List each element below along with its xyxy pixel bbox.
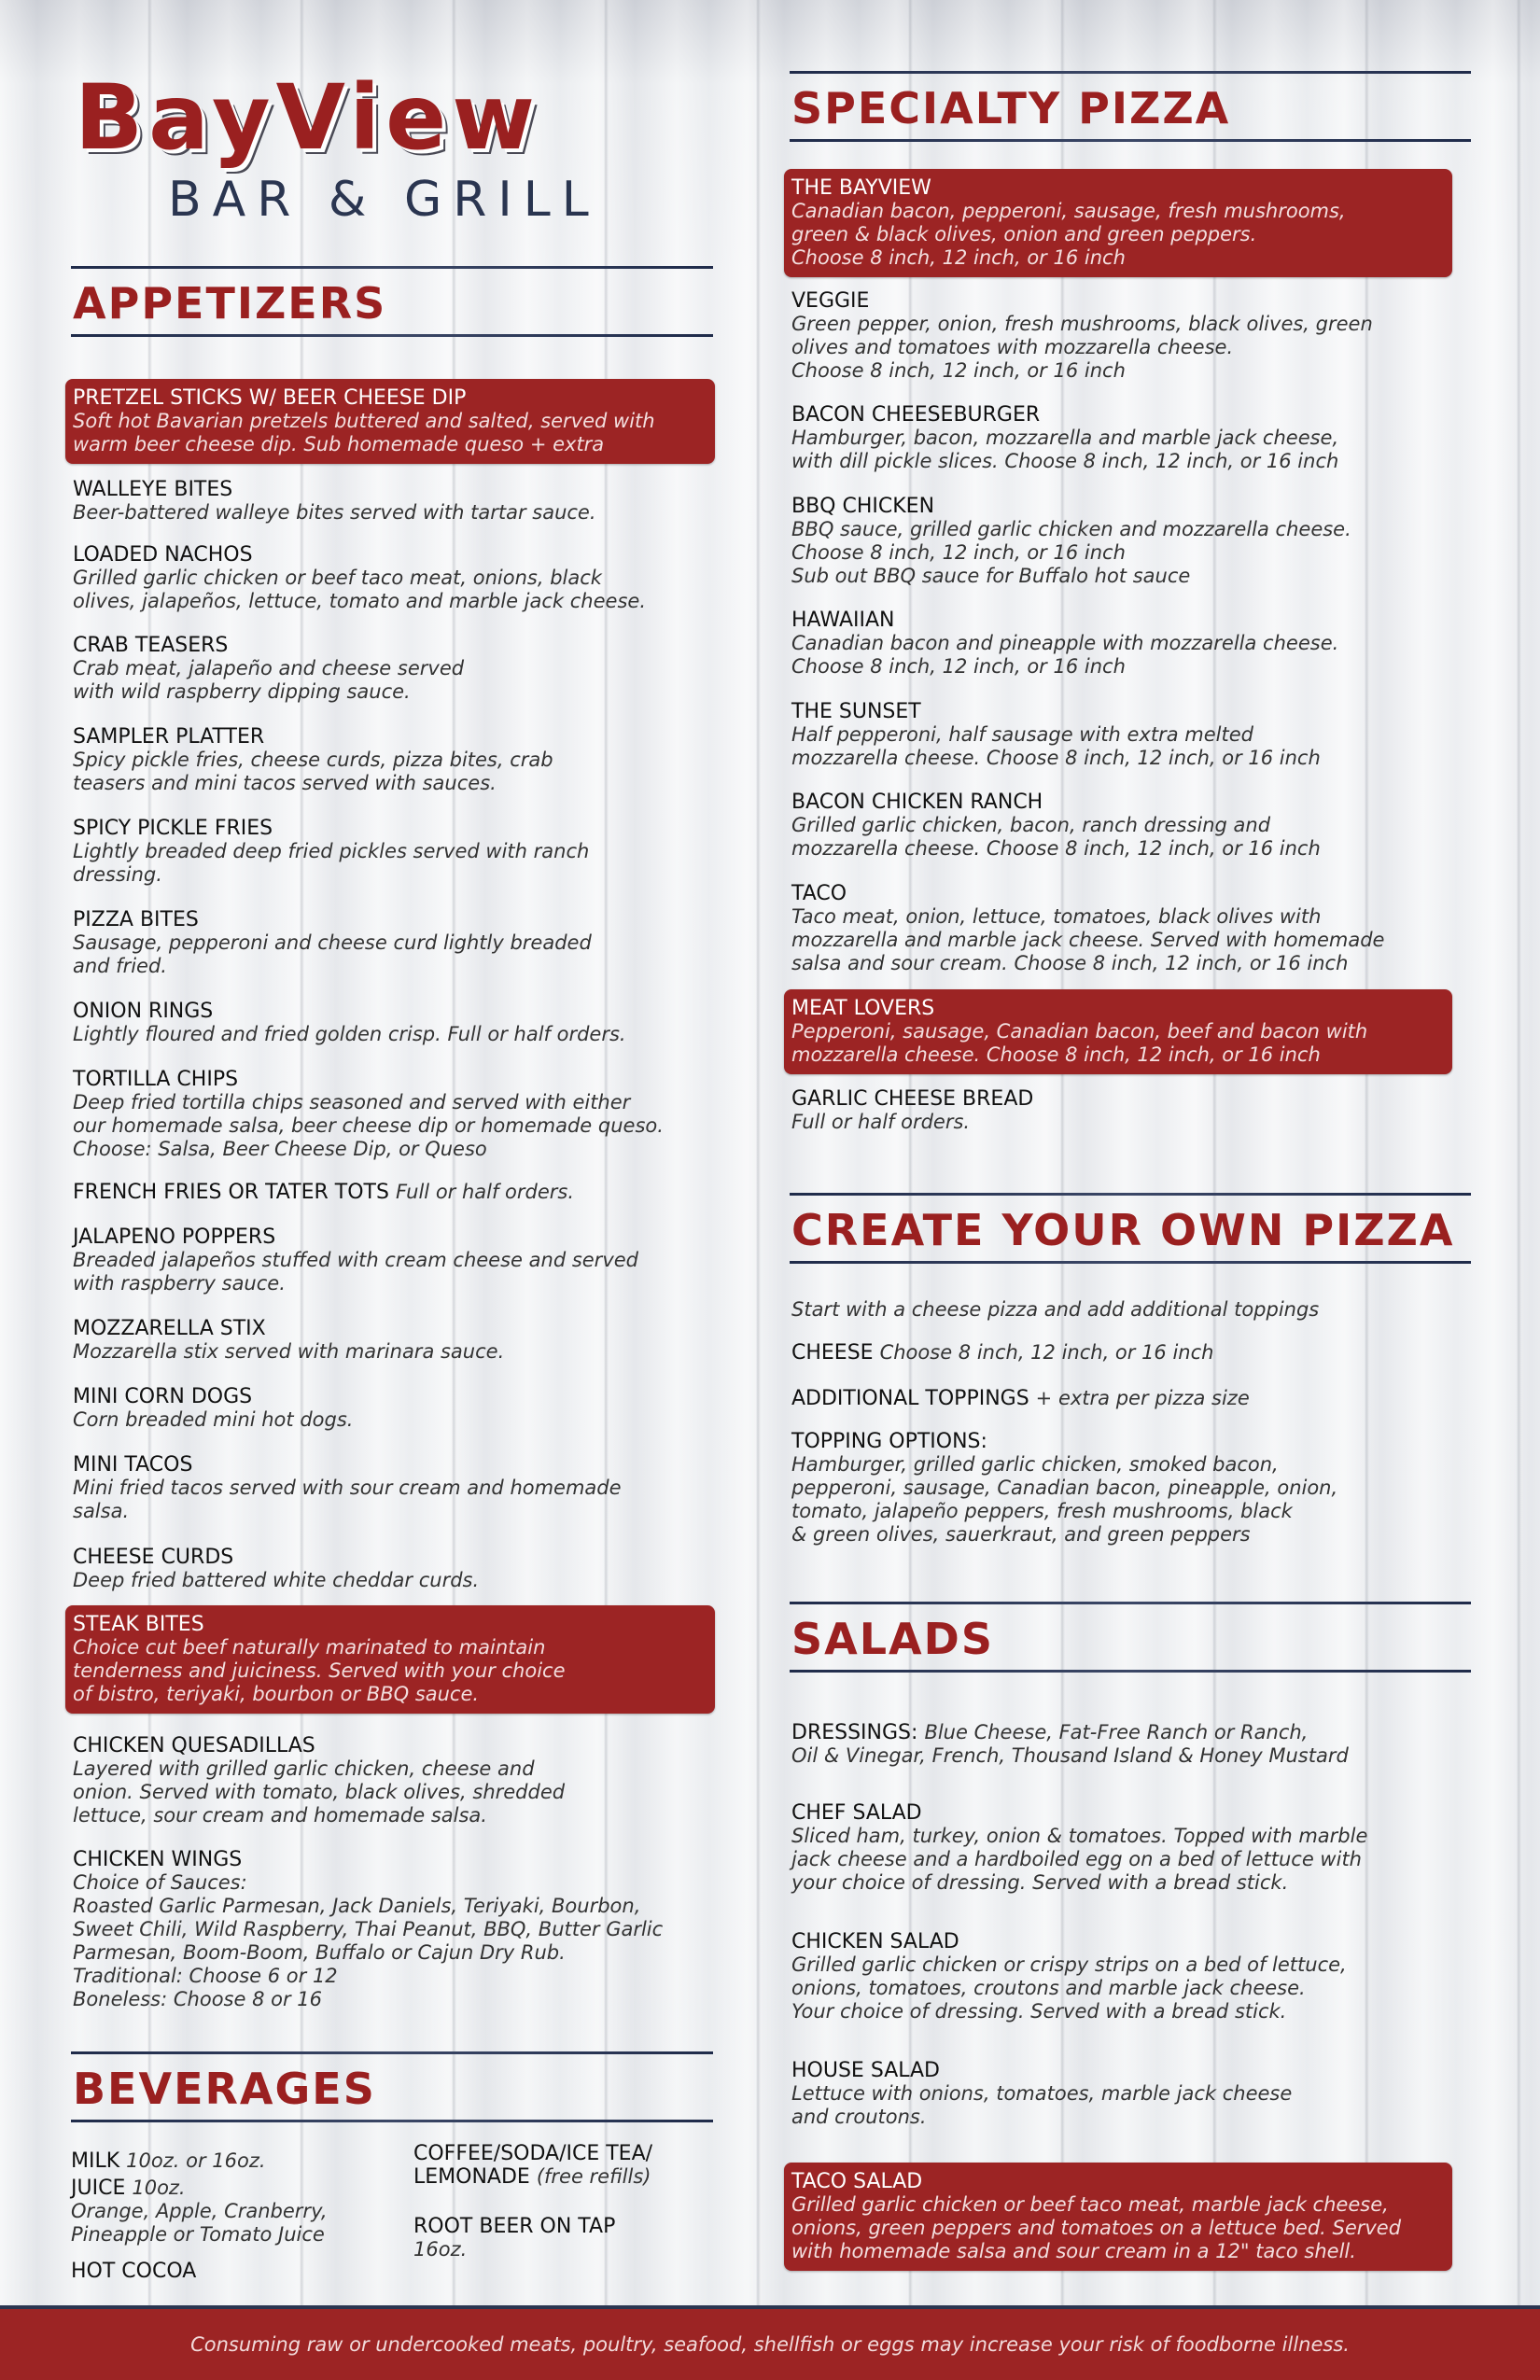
item-name xyxy=(791,2059,1445,2082)
item-name-text: LOADED NACHOS xyxy=(73,543,253,567)
item-name-text: COFFEE/SODA/ICE TEA/ xyxy=(413,2142,653,2165)
item-desc-line: Crab meat, jalapeño and cheese served xyxy=(73,657,465,679)
item-name xyxy=(73,1000,707,1023)
item-desc-line: Choice of Sauces: xyxy=(73,1871,247,1894)
item-name xyxy=(71,2260,370,2283)
footer-disclaimer xyxy=(0,2305,1540,2380)
item-desc-line: Oil & Vinegar, French, Thousand Island & Honey Mustard xyxy=(791,1744,1349,1767)
menu-item xyxy=(73,1453,707,1523)
section-rule-bottom xyxy=(71,2120,713,2122)
item-name-text: WALLEYE BITES xyxy=(73,478,233,501)
item-desc-line: Sausage, pepperoni and cheese curd lightly breaded xyxy=(73,931,592,954)
menu-item xyxy=(73,1225,707,1295)
item-desc-line: Layered with grilled garlic chicken, cheese and xyxy=(73,1757,535,1780)
item-name-text: STEAK BITES xyxy=(73,1613,204,1636)
item-desc-line: with homemade salsa and sour cream in a 12" taco shell. xyxy=(791,2240,1356,2262)
item-inline-note: + extra per pizza size xyxy=(1035,1387,1250,1409)
menu-item xyxy=(71,2177,370,2247)
item-name-text: MINI CORN DOGS xyxy=(73,1385,253,1408)
item-desc-line: Sub out BBQ sauce for Buffalo hot sauce xyxy=(791,565,1191,587)
section-title: CREATE YOUR OWN PIZZA xyxy=(791,1205,1455,1255)
menu-item xyxy=(73,543,707,613)
item-desc-line: Lettuce with onions, tomatoes, marble jack cheese xyxy=(791,2082,1293,2105)
item-name-text: SAMPLER PLATTER xyxy=(73,725,265,749)
item-name-text: ONION RINGS xyxy=(73,1000,214,1023)
item-name xyxy=(73,634,707,657)
menu-item xyxy=(791,289,1445,383)
menu-item xyxy=(791,1341,1445,1365)
brand-name: BayView xyxy=(75,65,540,170)
item-desc-line: Grilled garlic chicken, bacon, ranch dressing and xyxy=(791,814,1271,836)
item-desc-line: Spicy pickle fries, cheese curds, pizza bites, crab xyxy=(73,749,553,771)
menu-item xyxy=(413,2215,721,2261)
item-desc-line: Mini fried tacos served with sour cream and homemade xyxy=(73,1477,622,1499)
section-header-salads xyxy=(790,1602,1471,1673)
item-name-text: TORTILLA CHIPS xyxy=(73,1068,239,1091)
menu-item xyxy=(73,1848,707,2011)
item-name xyxy=(73,1225,707,1249)
item-name xyxy=(791,495,1445,518)
item-name xyxy=(791,1930,1445,1953)
item-name xyxy=(73,478,707,501)
item-name xyxy=(791,289,1445,313)
item-desc-line: and croutons. xyxy=(791,2106,927,2128)
menu-item xyxy=(73,908,707,978)
item-desc-line: Choose 8 inch, 12 inch, or 16 inch xyxy=(791,655,1126,678)
item-desc-line: Lightly floured and fried golden crisp. Full or half orders. xyxy=(73,1023,626,1045)
item-name-text: TACO SALAD xyxy=(791,2170,923,2193)
menu-item xyxy=(791,700,1445,770)
item-name xyxy=(791,1801,1445,1825)
item-name xyxy=(73,817,707,840)
item-inline-note: Blue Cheese, Fat-Free Ranch or Ranch, xyxy=(924,1721,1309,1743)
section-rule-bottom xyxy=(790,1670,1471,1673)
item-desc-line: Hamburger, grilled garlic chicken, smoked bacon, xyxy=(791,1453,1279,1476)
item-desc-line: Deep fried battered white cheddar curds. xyxy=(73,1569,480,1591)
item-name-text: FRENCH FRIES OR TATER TOTS xyxy=(73,1181,389,1204)
item-desc-line: your choice of dressing. Served with a bread stick. xyxy=(791,1871,1289,1894)
item-desc-line: Choose 8 inch, 12 inch, or 16 inch xyxy=(791,246,1126,269)
item-name xyxy=(73,1848,707,1871)
item-name xyxy=(73,1546,707,1569)
item-desc-line: jack cheese and a hardboiled egg on a bed of lettuce with xyxy=(791,1848,1362,1870)
item-desc-line: & green olives, sauerkraut, and green peppers xyxy=(791,1523,1251,1546)
section-header-beverages xyxy=(71,2051,713,2122)
item-name xyxy=(73,1385,707,1408)
item-desc-line: Grilled garlic chicken or crispy strips on a bed of lettuce, xyxy=(791,1953,1347,1976)
logo xyxy=(75,65,719,228)
item-name xyxy=(791,403,1445,427)
item-desc-line: onions, tomatoes, croutons and marble jack cheese. xyxy=(791,1977,1306,1999)
item-desc-line: Corn breaded mini hot dogs. xyxy=(73,1408,354,1431)
item-name xyxy=(73,908,707,931)
item-desc-line: Choose: Salsa, Beer Cheese Dip, or Queso xyxy=(73,1138,487,1160)
item-name-text: CHICKEN QUESADILLAS xyxy=(73,1734,315,1757)
item-name-text: MINI TACOS xyxy=(73,1453,193,1477)
item-name-text: THE SUNSET xyxy=(791,700,921,723)
item-name-text: BACON CHICKEN RANCH xyxy=(791,791,1043,814)
item-name-text: GARLIC CHEESE BREAD xyxy=(791,1087,1034,1111)
section-title: APPETIZERS xyxy=(73,278,387,329)
menu-item xyxy=(791,882,1445,975)
item-desc-line: warm beer cheese dip. Sub homemade queso + extra xyxy=(73,433,605,455)
menu-item xyxy=(73,1734,707,1827)
section-header-create_pizza xyxy=(790,1193,1471,1264)
item-desc-line: Choose 8 inch, 12 inch, or 16 inch xyxy=(791,359,1126,382)
menu-item xyxy=(791,495,1445,588)
item-name xyxy=(73,725,707,749)
item-name xyxy=(791,997,1445,1020)
item-desc-line: Pineapple or Tomato Juice xyxy=(71,2223,325,2246)
menu-item xyxy=(73,1546,707,1592)
item-desc-line: our homemade salsa, beer cheese dip or homemade queso. xyxy=(73,1114,664,1137)
item-desc-line: mozzarella cheese. Choose 8 inch, 12 inch, or 16 inch xyxy=(791,747,1321,769)
item-desc-line: Lightly breaded deep fried pickles served with ranch xyxy=(73,840,590,862)
item-name xyxy=(791,1721,1445,1744)
item-name-text: CHEESE CURDS xyxy=(73,1546,234,1569)
item-inline-note: (free refills) xyxy=(536,2165,651,2188)
item-desc-line: Beer-battered walleye bites served with tartar sauce. xyxy=(73,501,596,524)
item-name-text: CHEESE xyxy=(791,1341,874,1365)
item-desc-line: Soft hot Bavarian pretzels buttered and salted, served with xyxy=(73,410,655,432)
item-desc-line: tomato, jalapeño peppers, fresh mushrooms, black xyxy=(791,1500,1293,1522)
section-title: BEVERAGES xyxy=(73,2064,376,2114)
item-desc-line: Full or half orders. xyxy=(791,1111,971,1133)
section-title: SALADS xyxy=(791,1614,994,1664)
item-desc-line: Grilled garlic chicken or beef taco meat, marble jack cheese, xyxy=(791,2193,1389,2216)
item-name-text: HOT COCOA xyxy=(71,2260,197,2283)
item-desc-line: pepperoni, sausage, Canadian bacon, pineapple, onion, xyxy=(791,1477,1338,1499)
menu-item xyxy=(413,2142,721,2189)
menu-item xyxy=(73,817,707,887)
item-name-text-2: LEMONADE xyxy=(413,2165,530,2189)
menu-item xyxy=(73,634,707,704)
item-name xyxy=(71,2177,370,2200)
item-name xyxy=(73,1734,707,1757)
item-desc-line: mozzarella cheese. Choose 8 inch, 12 inch, or 16 inch xyxy=(791,1043,1321,1066)
item-desc-line: salsa. xyxy=(73,1500,130,1522)
item-desc-line: olives and tomatoes with mozzarella cheese. xyxy=(791,336,1234,358)
item-desc-line: Grilled garlic chicken or beef taco meat, onions, black xyxy=(73,567,602,589)
menu-item xyxy=(73,1181,707,1204)
item-name xyxy=(413,2215,721,2238)
item-name-text: CHICKEN WINGS xyxy=(73,1848,243,1871)
item-name xyxy=(73,1453,707,1477)
item-desc-line: with wild raspberry dipping sauce. xyxy=(73,680,411,703)
item-desc-line: tenderness and juiciness. Served with your choice xyxy=(73,1659,566,1682)
brand-subtitle: BAR & GRILL xyxy=(168,172,600,228)
menu-item xyxy=(71,2149,370,2173)
item-name xyxy=(73,1068,707,1091)
item-desc-line: 16oz. xyxy=(413,2238,468,2261)
item-inline-note: 10oz. or 16oz. xyxy=(126,2149,266,2172)
section-rule-bottom xyxy=(790,1261,1471,1264)
item-desc-line: Choose 8 inch, 12 inch, or 16 inch xyxy=(791,541,1126,564)
menu-item xyxy=(791,1801,1445,1895)
item-desc-line: salsa and sour cream. Choose 8 inch, 12 inch, or 16 inch xyxy=(791,952,1349,974)
menu-item xyxy=(791,1930,1445,2023)
item-name xyxy=(791,882,1445,905)
item-desc-line: teasers and mini tacos served with sauces. xyxy=(73,772,497,794)
item-name xyxy=(791,791,1445,814)
item-name xyxy=(791,1087,1445,1111)
item-desc-line: Sweet Chili, Wild Raspberry, Thai Peanut, BBQ, Butter Garlic xyxy=(73,1918,664,1940)
item-desc-line: Green pepper, onion, fresh mushrooms, black olives, green xyxy=(791,313,1373,335)
item-inline-note: 10oz. xyxy=(132,2177,186,2199)
item-name-text: DRESSINGS: xyxy=(791,1721,918,1744)
item-name xyxy=(73,543,707,567)
item-desc-line: of bistro, teriyaki, bourbon or BBQ sauce. xyxy=(73,1683,480,1705)
item-desc-line: with raspberry sauce. xyxy=(73,1272,286,1295)
item-name-text: PIZZA BITES xyxy=(73,908,199,931)
item-name-text: JALAPENO POPPERS xyxy=(73,1225,276,1249)
menu-item xyxy=(71,2260,370,2283)
item-desc-line: Roasted Garlic Parmesan, Jack Daniels, Teriyaki, Bourbon, xyxy=(73,1895,641,1917)
menu-item xyxy=(791,1387,1445,1410)
section-title: SPECIALTY PIZZA xyxy=(791,83,1231,133)
item-name-text: BBQ CHICKEN xyxy=(791,495,935,518)
footer-text: Consuming raw or undercooked meats, poultry, seafood, shellfish or eggs may increase your risk of foodborne illness. xyxy=(190,2333,1350,2356)
item-name-text: MILK xyxy=(71,2149,120,2173)
item-desc-line: Breaded jalapeños stuffed with cream cheese and served xyxy=(73,1249,638,1271)
item-name-text: JUICE xyxy=(71,2177,126,2200)
item-name-line-2 xyxy=(413,2165,721,2189)
item-desc-line: BBQ sauce, grilled garlic chicken and mozzarella cheese. xyxy=(791,518,1351,540)
item-name xyxy=(73,1181,707,1204)
menu-item xyxy=(784,989,1452,1074)
item-desc-line: Sliced ham, turkey, onion & tomatoes. Topped with marble xyxy=(791,1825,1368,1847)
item-desc-line: Mozzarella stix served with marinara sauce. xyxy=(73,1340,505,1363)
item-desc-line: Canadian bacon and pineapple with mozzarella cheese. xyxy=(791,632,1339,654)
menu-item xyxy=(65,379,715,464)
item-desc-line: Choice cut beef naturally marinated to maintain xyxy=(73,1636,546,1659)
menu-item xyxy=(791,2059,1445,2129)
item-name-text: CHEF SALAD xyxy=(791,1801,922,1825)
item-name xyxy=(791,2170,1445,2193)
section-rule-bottom xyxy=(71,334,713,337)
item-desc-line: green & black olives, onion and green peppers. xyxy=(791,223,1257,245)
item-desc-line: Orange, Apple, Cranberry, xyxy=(71,2200,328,2222)
menu-item xyxy=(791,1087,1445,1134)
item-name-text: TACO xyxy=(791,882,847,905)
item-name-text: CRAB TEASERS xyxy=(73,634,229,657)
item-desc-line: onions, green peppers and tomatoes on a lettuce bed. Served xyxy=(791,2217,1402,2239)
menu-item xyxy=(784,169,1452,277)
menu-item xyxy=(791,609,1445,679)
menu-item xyxy=(791,1430,1445,1547)
item-name xyxy=(413,2142,721,2165)
menu-item xyxy=(73,1317,707,1364)
item-desc-line: mozzarella and marble jack cheese. Served with homemade xyxy=(791,929,1385,951)
item-name-text: TOPPING OPTIONS: xyxy=(791,1430,987,1453)
item-desc-line: olives, jalapeños, lettuce, tomato and marble jack cheese. xyxy=(73,590,646,612)
item-name-text: BACON CHEESEBURGER xyxy=(791,403,1041,427)
item-desc-line: Deep fried tortilla chips seasoned and served with either xyxy=(73,1091,631,1113)
menu-item xyxy=(791,791,1445,861)
item-desc-line: Boneless: Choose 8 or 16 xyxy=(73,1988,322,2010)
menu-item xyxy=(73,725,707,795)
item-inline-note: Full or half orders. xyxy=(395,1181,575,1203)
item-desc-line: Hamburger, bacon, mozzarella and marble jack cheese, xyxy=(791,427,1339,449)
item-desc-line: Parmesan, Boom-Boom, Buffalo or Cajun Dry Rub. xyxy=(73,1941,566,1964)
item-name xyxy=(73,386,707,410)
item-name-text: HAWAIIAN xyxy=(791,609,895,632)
item-desc-line: lettuce, sour cream and homemade salsa. xyxy=(73,1804,487,1827)
item-name xyxy=(73,1317,707,1340)
item-name-text: SPICY PICKLE FRIES xyxy=(73,817,273,840)
menu-item xyxy=(73,1000,707,1046)
item-name-text: VEGGIE xyxy=(791,289,870,313)
item-name-text: PRETZEL STICKS W/ BEER CHEESE DIP xyxy=(73,386,467,410)
item-desc-line: Pepperoni, sausage, Canadian bacon, beef and bacon with xyxy=(791,1020,1368,1043)
item-desc-line: dressing. xyxy=(73,863,162,886)
item-name xyxy=(791,1341,1445,1365)
menu-item xyxy=(73,1385,707,1432)
section-rule-bottom xyxy=(790,139,1471,142)
create-pizza-intro: Start with a cheese pizza and add additional toppings xyxy=(791,1298,1320,1321)
menu-item xyxy=(784,2163,1452,2271)
item-name xyxy=(71,2149,370,2173)
item-desc-line: Canadian bacon, pepperoni, sausage, fresh mushrooms, xyxy=(791,200,1346,222)
menu-item xyxy=(65,1605,715,1714)
item-name-text: THE BAYVIEW xyxy=(791,176,931,200)
section-header-specialty_pizza xyxy=(790,71,1471,142)
item-name xyxy=(791,176,1445,200)
item-desc-line: Taco meat, onion, lettuce, tomatoes, black olives with xyxy=(791,905,1322,928)
item-desc-line: Half pepperoni, half sausage with extra melted xyxy=(791,723,1253,746)
item-name-text: ADDITIONAL TOPPINGS xyxy=(791,1387,1029,1410)
item-desc-line: mozzarella cheese. Choose 8 inch, 12 inch, or 16 inch xyxy=(791,837,1321,860)
item-name xyxy=(791,609,1445,632)
item-desc-line: with dill pickle slices. Choose 8 inch, 12 inch, or 16 inch xyxy=(791,450,1339,472)
item-name xyxy=(791,700,1445,723)
item-desc-line: and fried. xyxy=(73,955,167,977)
menu-item xyxy=(73,1068,707,1161)
item-desc-line: onion. Served with tomato, black olives, shredded xyxy=(73,1781,566,1803)
item-name xyxy=(791,1387,1445,1410)
item-name-text: MEAT LOVERS xyxy=(791,997,935,1020)
item-name-text: CHICKEN SALAD xyxy=(791,1930,959,1953)
menu-item xyxy=(73,478,707,525)
menu-item xyxy=(791,403,1445,473)
item-desc-line: Your choice of dressing. Served with a bread stick. xyxy=(791,2000,1287,2023)
item-desc-line: Traditional: Choose 6 or 12 xyxy=(73,1965,338,1987)
item-name-text: ROOT BEER ON TAP xyxy=(413,2215,616,2238)
item-name xyxy=(791,1430,1445,1453)
item-name-text: MOZZARELLA STIX xyxy=(73,1317,266,1340)
section-header-appetizers xyxy=(71,266,713,337)
item-name-text: HOUSE SALAD xyxy=(791,2059,940,2082)
item-inline-note: Choose 8 inch, 12 inch, or 16 inch xyxy=(879,1341,1214,1364)
item-name xyxy=(73,1613,707,1636)
menu-item xyxy=(791,1721,1445,1768)
